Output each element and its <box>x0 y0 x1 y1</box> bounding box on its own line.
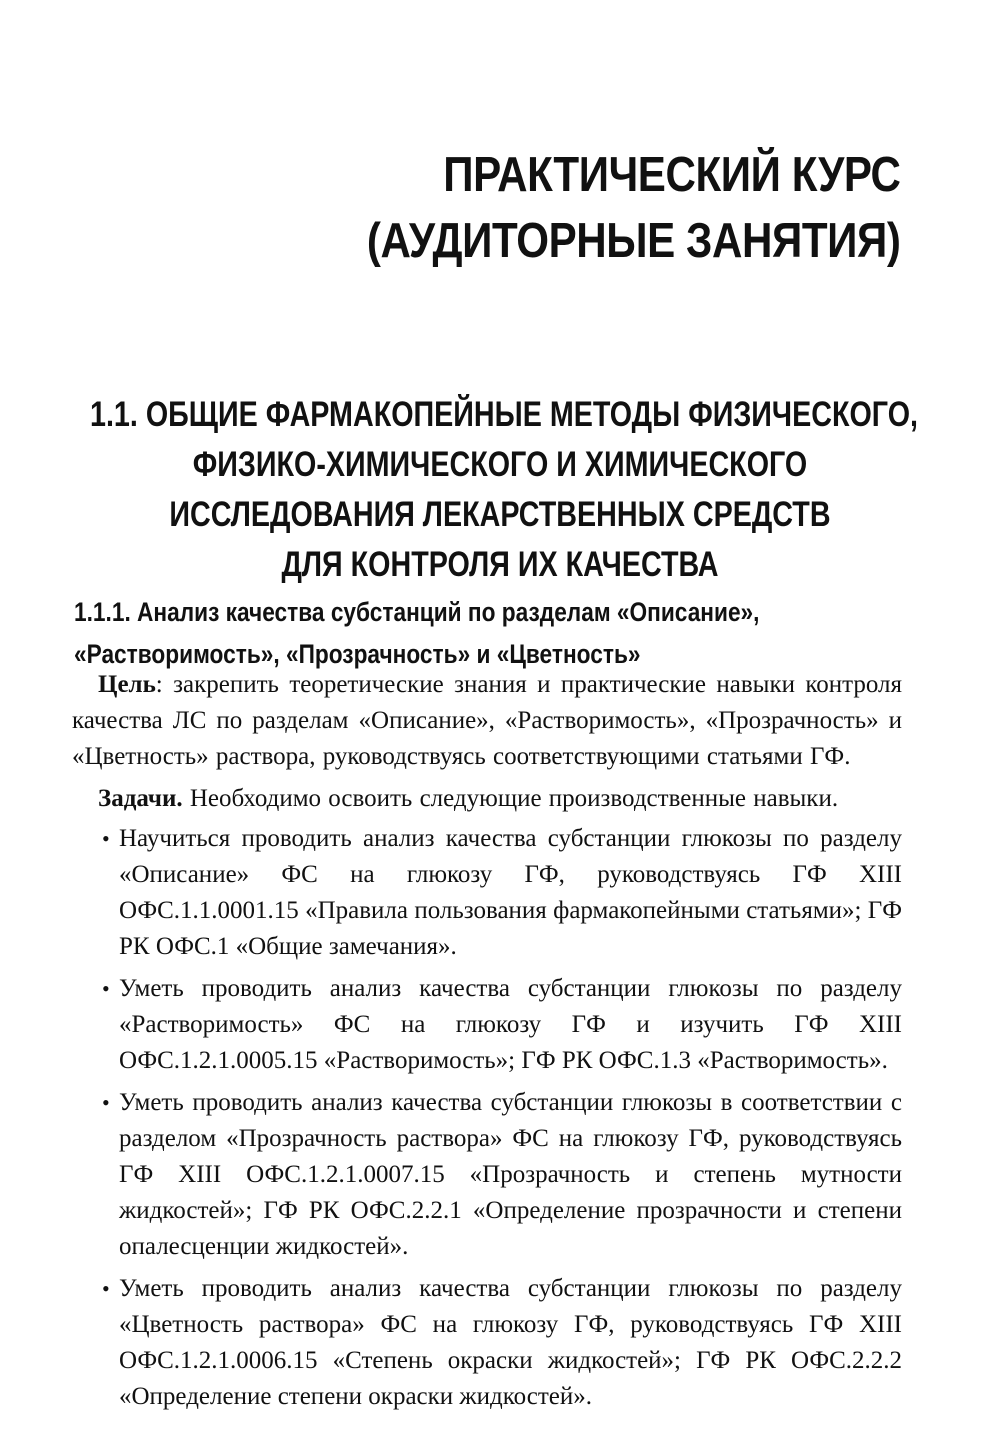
list-item <box>98 821 902 965</box>
list-item <box>98 971 902 1079</box>
list-item-text: Уметь проводить анализ качества субстанции глюкозы по разделу «Растворимость» ФС на глюкозу ГФ и изучить ГФ XIII ОФС.1.2.1.0005.15 «Растворимость»; ГФ РК ОФС.1.3 «Растворимость». <box>119 975 902 1074</box>
goal-paragraph <box>72 667 902 775</box>
list-item-text: Уметь проводить анализ качества субстанции глюкозы в соответствии с разделом «Прозрачность раствора» ФС на глюкозу ГФ, руководствуясь ГФ XIII ОФС.1.2.1.0007.15 «Прозрачность и степень мутности жидкостей»; ГФ РК ОФС.2.2.1 «Определение прозрачности и степени опалесценции жидкостей». <box>119 1089 902 1260</box>
tasks-paragraph <box>98 781 902 817</box>
section-title-line-1: 1.1. ОБЩИЕ ФАРМАКОПЕЙНЫЕ МЕТОДЫ ФИЗИЧЕСКОГО, <box>90 395 919 434</box>
subsection-title <box>74 591 759 675</box>
tasks-label: Задачи. <box>98 785 183 812</box>
bullet-dot-icon: • <box>102 1276 110 1301</box>
chapter-title <box>366 142 900 274</box>
section-title-line-4: ДЛЯ КОНТРОЛЯ ИХ КАЧЕСТВА <box>281 545 719 584</box>
task-list <box>98 821 902 1415</box>
chapter-title-line-1: ПРАКТИЧЕСКИЙ КУРС <box>442 148 900 202</box>
tasks-text: Необходимо освоить следующие производственные навыки. <box>182 785 839 812</box>
list-item-text: Уметь проводить анализ качества субстанции глюкозы по разделу «Цветность раствора» ФС на глюкозу ГФ, руководствуясь ГФ XIII ОФС.1.2.1.0006.15 «Степень окраски жидкостей»; ГФ РК ОФС.2.2.2 «Определение степени окраски жидкостей». <box>119 1275 902 1410</box>
subsection-title-line-2: «Растворимость», «Прозрачность» и «Цветность» <box>74 639 641 669</box>
goal-label: Цель <box>98 671 156 698</box>
list-item <box>98 1271 902 1415</box>
body-text <box>72 667 902 1421</box>
bullet-dot-icon: • <box>102 1090 110 1115</box>
list-item <box>98 1085 902 1265</box>
section-title <box>90 390 919 590</box>
bullet-dot-icon: • <box>102 976 110 1001</box>
section-title-line-2: ФИЗИКО-ХИМИЧЕСКОГО И ХИМИЧЕСКОГО <box>192 445 808 484</box>
list-item-text: Научиться проводить анализ качества субстанции глюкозы по разделу «Описание» ФС на глюкозу ГФ, руководствуясь ГФ XIII ОФС.1.1.0001.15 «Правила пользования фармакопейными статьями»; ГФ РК ОФС.1 «Общие замечания». <box>119 825 902 960</box>
section-title-line-3: ИССЛЕДОВАНИЯ ЛЕКАРСТВЕННЫХ СРЕДСТВ <box>169 495 831 534</box>
goal-text: : закрепить теоретические знания и практические навыки контроля качества ЛС по разделам «Описание», «Растворимость», «Прозрачность» и «Цветность» раствора, руководствуясь соответствующими статьями ГФ. <box>72 671 902 770</box>
bullet-dot-icon: • <box>102 826 110 851</box>
chapter-title-line-2: (АУДИТОРНЫЕ ЗАНЯТИЯ) <box>366 214 900 268</box>
subsection-title-line-1: 1.1.1. Анализ качества субстанций по разделам «Описание», <box>74 597 760 627</box>
